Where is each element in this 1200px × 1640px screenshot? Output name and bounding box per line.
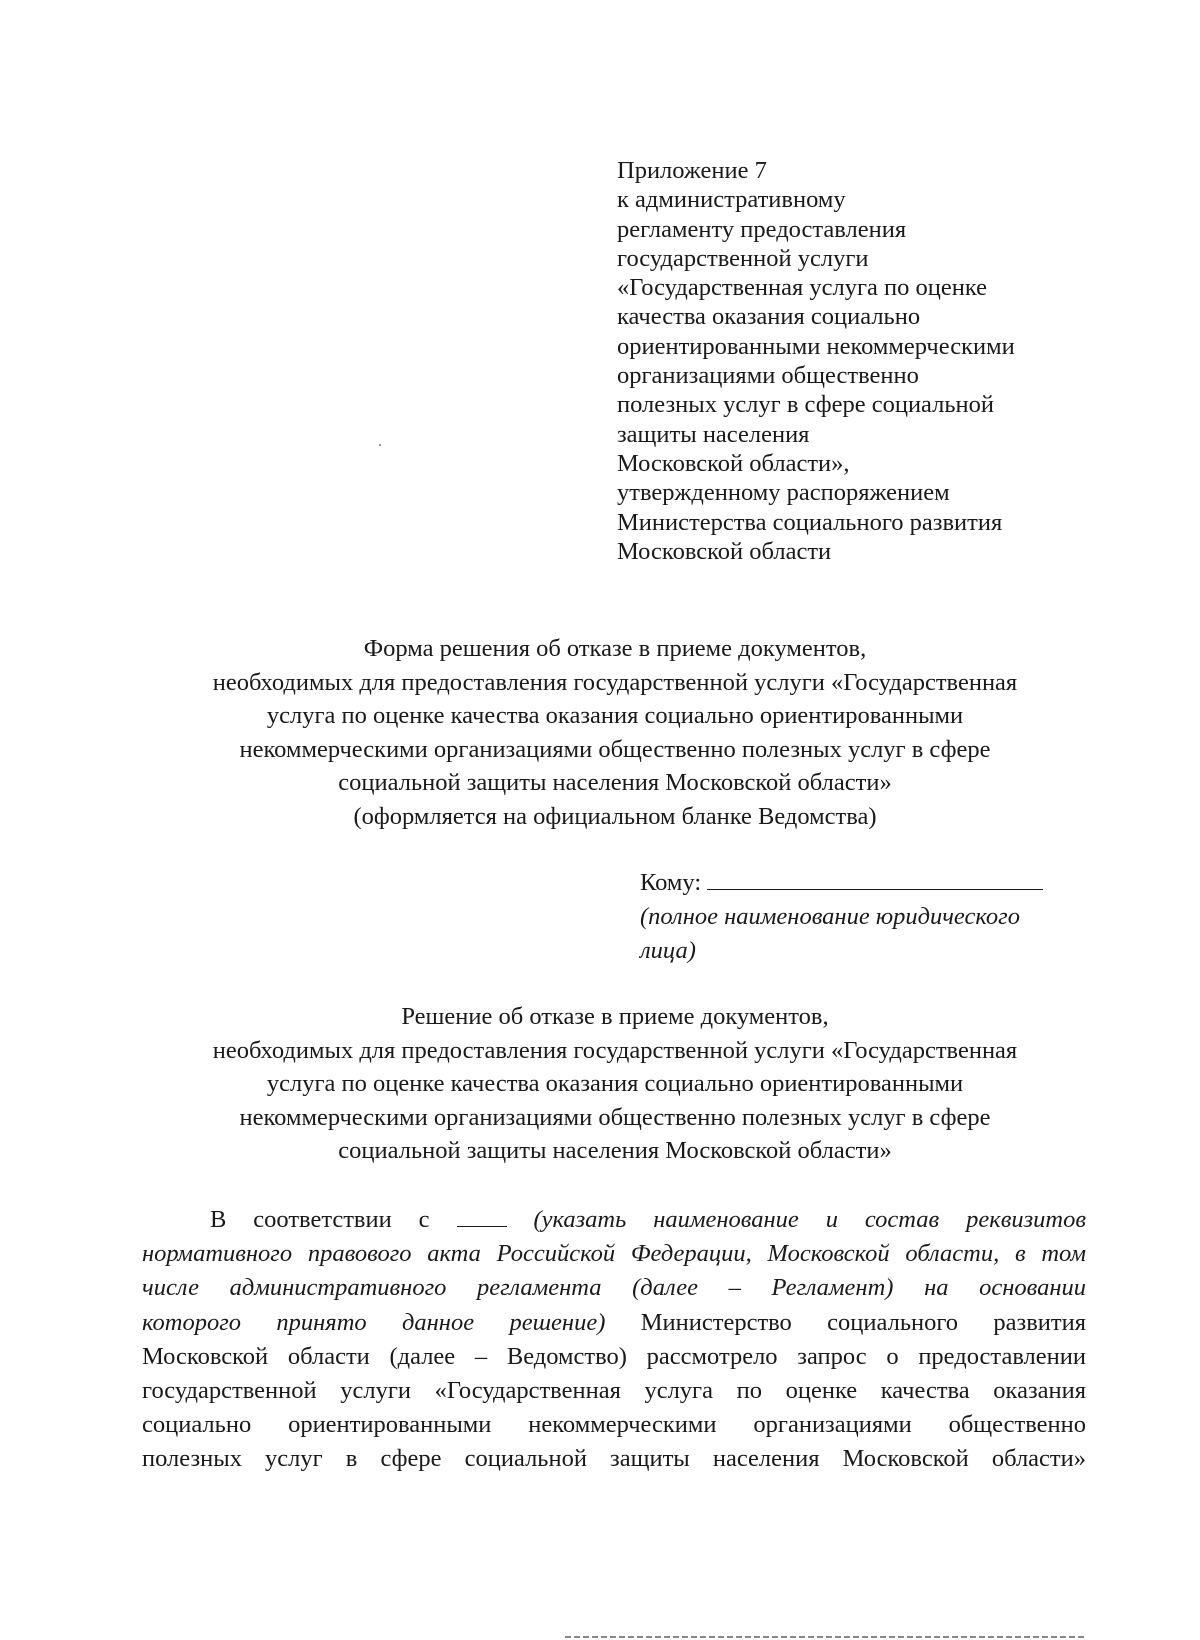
form-title-line: услуга по оценке качества оказания социально ориентированными (266, 702, 964, 729)
form-title-line: Форма решения об отказе в приеме документов, (363, 635, 867, 662)
body-line: социально ориентированными некоммерческими организациями общественно (142, 1411, 1086, 1439)
appendix-line: полезных услуг в сфере социальной (617, 391, 995, 419)
body-line: числе административного регламента (далее – Регламент) на основании (142, 1274, 1086, 1302)
body-line: государственной услуги «Государственная услуга по оценке качества оказания (142, 1377, 1086, 1405)
recipient-label: Кому: (640, 869, 702, 896)
appendix-header (617, 156, 1087, 566)
appendix-line: организациями общественно (617, 362, 919, 390)
form-title-line: социальной защиты населения Московской области» (338, 769, 892, 796)
recipient-hint: (полное наименование юридического (640, 903, 1020, 930)
appendix-line: Московской области», (617, 449, 850, 477)
body-line: Московской области (далее – Ведомство) рассмотрело запрос о предоставлении (142, 1342, 1086, 1370)
decision-title (140, 1000, 1090, 1168)
appendix-line: регламенту предоставления (617, 215, 907, 243)
body-italic-fragment: (указать наименование и состав реквизитов (533, 1206, 1086, 1233)
form-title-line: необходимых для предоставления государственной услуги «Государственная (212, 668, 1018, 696)
form-title (140, 632, 1090, 833)
body-line: нормативного правового акта Российской Федерации, Московской области, в том (142, 1240, 1086, 1268)
body-line (142, 1203, 1086, 1237)
decision-title-line: социальной защиты населения Московской области» (338, 1137, 892, 1164)
appendix-line: Приложение 7 (617, 157, 767, 184)
decision-title-line: необходимых для предоставления государственной услуги «Государственная (212, 1036, 1018, 1064)
scan-edge-artifact (565, 1636, 1085, 1638)
body-line: полезных услуг в сфере социальной защиты населения Московской области» (142, 1445, 1086, 1473)
appendix-line: Московской области (617, 537, 832, 565)
appendix-line: качества оказания социально (617, 303, 921, 331)
form-title-line: (оформляется на официальном бланке Ведомства) (353, 802, 877, 830)
body-line (142, 1306, 1086, 1340)
decision-title-line: Решение об отказе в приеме документов, (401, 1003, 829, 1030)
form-title-line: некоммерческими организациями общественно полезных услуг в сфере (239, 735, 991, 763)
appendix-line: ориентированными некоммерческими (617, 332, 1015, 360)
appendix-line: к административному (617, 186, 846, 214)
decision-title-line: некоммерческими организациями общественно полезных услуг в сфере (239, 1103, 991, 1131)
regulation-blank-field[interactable] (457, 1208, 507, 1227)
appendix-line: утвержденному распоряжением (617, 479, 950, 507)
recipient-blank-field[interactable] (707, 869, 1043, 890)
appendix-line: «Государственная услуга по оценке (617, 274, 987, 302)
recipient-block (640, 866, 1090, 968)
decision-body (142, 1203, 1086, 1477)
decision-title-line: услуга по оценке качества оказания социально ориентированными (266, 1070, 964, 1097)
scan-speck (379, 444, 381, 446)
body-text-fragment: Министерство социального развития (640, 1308, 1086, 1336)
appendix-line: защиты населения (617, 420, 810, 448)
appendix-line: государственной услуги (617, 244, 869, 272)
body-italic-fragment: которого принято данное решение) (142, 1308, 606, 1336)
appendix-line: Министерства социального развития (617, 508, 1003, 536)
recipient-hint: лица) (640, 937, 696, 964)
body-text-fragment: В соответствии с (210, 1206, 430, 1233)
recipient-line (640, 866, 1090, 900)
